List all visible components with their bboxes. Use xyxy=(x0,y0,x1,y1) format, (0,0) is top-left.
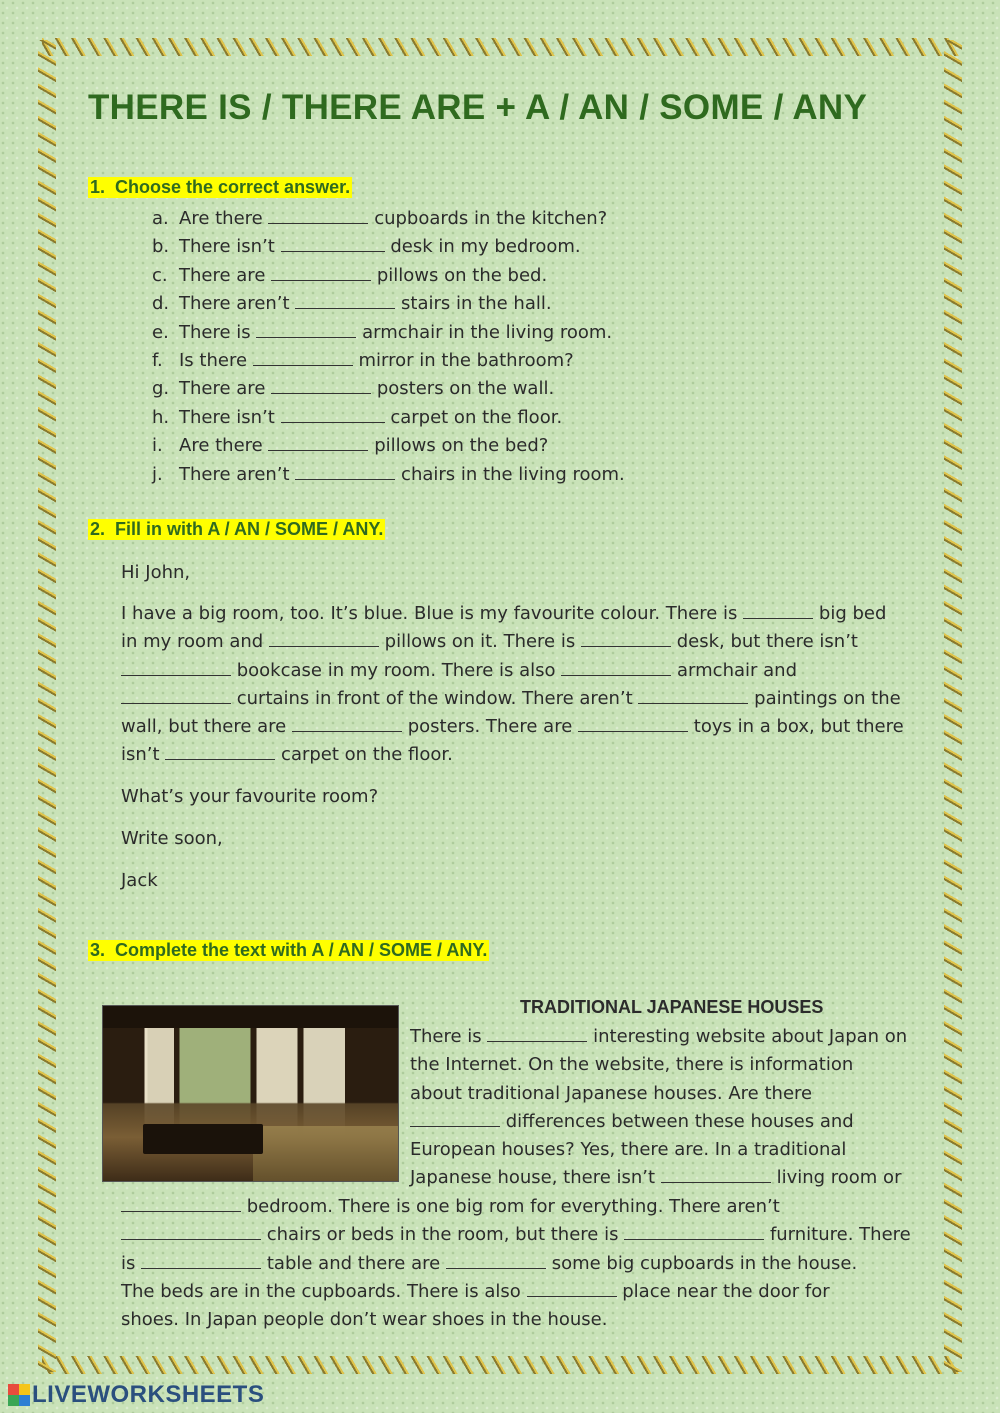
answer-blank[interactable] xyxy=(121,661,231,676)
answer-blank[interactable] xyxy=(410,1112,500,1127)
list-item xyxy=(152,404,625,432)
answer-blank[interactable] xyxy=(121,1225,261,1240)
answer-blank[interactable] xyxy=(292,717,402,732)
answer-blank[interactable] xyxy=(121,1197,241,1212)
item-text-after: armchair in the living room. xyxy=(362,321,613,343)
liveworksheets-logo[interactable] xyxy=(8,1380,264,1410)
answer-blank[interactable] xyxy=(121,689,231,704)
letter-text: pillows on it. There is xyxy=(384,631,576,653)
answer-blank[interactable] xyxy=(271,379,371,394)
answer-blank[interactable] xyxy=(578,717,688,732)
item-text-before: There isn’t xyxy=(179,236,275,258)
passage-text: about traditional Japanese houses. Are there xyxy=(410,1082,813,1104)
answer-blank[interactable] xyxy=(295,465,395,480)
letter-text: carpet on the floor. xyxy=(281,744,453,766)
letter-text: I have a big room, too. It’s blue. Blue is my favourite colour. There is xyxy=(121,603,738,624)
letter-text: curtains in front of the window. There aren’t xyxy=(236,687,633,709)
answer-blank[interactable] xyxy=(269,632,379,647)
list-item xyxy=(152,205,625,233)
pencil-border-bottom xyxy=(42,1356,960,1374)
letter-closing: Write soon, xyxy=(121,828,223,849)
pencil-border-left xyxy=(38,40,56,1372)
japanese-house-photo xyxy=(102,1005,399,1182)
answer-blank[interactable] xyxy=(141,1254,261,1269)
pencil-border-top xyxy=(42,38,960,56)
item-letter: d. xyxy=(152,293,170,315)
worksheet-title: THERE IS / THERE ARE + A / AN / SOME / ANY xyxy=(88,88,868,127)
letter-signature: Jack xyxy=(121,870,158,891)
passage-text: The beds are in the cupboards. There is also xyxy=(121,1280,521,1302)
answer-blank[interactable] xyxy=(661,1168,771,1183)
item-text-before: There are xyxy=(179,264,266,286)
item-letter: i. xyxy=(152,435,163,457)
list-item xyxy=(152,347,625,375)
item-text-after: stairs in the hall. xyxy=(401,293,552,315)
answer-blank[interactable] xyxy=(527,1282,617,1297)
item-letter: f. xyxy=(152,349,163,371)
letter-text: wall, but there are xyxy=(121,716,287,738)
item-text-after: chairs in the living room. xyxy=(401,463,625,485)
answer-blank[interactable] xyxy=(268,209,368,224)
exercise-3-heading-text: Complete the text with A / AN / SOME / ANY. xyxy=(115,940,488,960)
passage-text: There is xyxy=(410,1026,482,1047)
item-letter: a. xyxy=(152,208,169,229)
item-text-before: Are there xyxy=(179,208,263,229)
answer-blank[interactable] xyxy=(281,237,385,252)
item-text-before: There aren’t xyxy=(179,463,290,485)
letter-greeting: Hi John, xyxy=(121,562,191,583)
text-subtitle: TRADITIONAL JAPANESE HOUSES xyxy=(520,997,824,1017)
passage-text: some big cupboards in the house. xyxy=(551,1252,858,1274)
letter-text: big bed xyxy=(818,603,887,624)
item-text-before: There is xyxy=(179,321,251,343)
item-text-before: There aren’t xyxy=(179,293,290,315)
answer-blank[interactable] xyxy=(256,323,356,338)
letter-text: toys in a box, but there xyxy=(693,716,904,738)
answer-blank[interactable] xyxy=(165,745,275,760)
answer-blank[interactable] xyxy=(638,689,748,704)
list-item xyxy=(152,461,625,489)
text-beside-photo xyxy=(410,1023,945,1193)
passage-text: furniture. There xyxy=(769,1224,911,1246)
item-text-after: cupboards in the kitchen? xyxy=(374,208,608,229)
letter-text: bookcase in my room. There is also xyxy=(236,659,556,681)
photo-ceiling-beam xyxy=(103,1006,398,1028)
photo-tatami xyxy=(253,1126,398,1181)
passage-text: place near the door for xyxy=(622,1280,830,1302)
list-item xyxy=(152,432,625,460)
item-text-after: pillows on the bed? xyxy=(374,435,549,457)
item-letter: e. xyxy=(152,321,169,343)
item-text-before: There are xyxy=(179,378,266,400)
passage-text: shoes. In Japan people don’t wear shoes in the house. xyxy=(121,1309,608,1331)
exercise-3-number: 3. xyxy=(90,940,106,960)
list-item xyxy=(152,233,625,261)
liveworksheets-logo-text: LIVEWORKSHEETS xyxy=(32,1381,265,1408)
passage-text: bedroom. There is one big rom for everything. There aren’t xyxy=(246,1196,780,1217)
item-text-before: Are there xyxy=(179,435,263,457)
pencil-border-right xyxy=(944,40,962,1372)
item-letter: j. xyxy=(152,463,163,485)
item-text-after: mirror in the bathroom? xyxy=(358,349,574,371)
passage-text: is xyxy=(121,1252,136,1274)
answer-blank[interactable] xyxy=(743,604,813,619)
answer-blank[interactable] xyxy=(446,1254,546,1269)
item-text-after: desk in my bedroom. xyxy=(390,236,581,258)
exercise-1-heading xyxy=(88,177,352,198)
list-item xyxy=(152,290,625,318)
item-letter: g. xyxy=(152,378,170,400)
passage-text: interesting website about Japan on xyxy=(593,1026,908,1047)
letter-body xyxy=(121,600,941,770)
exercise-2-number: 2. xyxy=(90,519,106,539)
passage-text: European houses? Yes, there are. In a traditional xyxy=(410,1139,847,1161)
item-text-before: There isn’t xyxy=(179,406,275,428)
passage-text: Japanese house, there isn’t xyxy=(410,1167,656,1189)
letter-text: armchair and xyxy=(677,659,798,681)
passage-text: the Internet. On the website, there is information xyxy=(410,1054,854,1076)
exercise-1-list xyxy=(152,205,625,489)
letter-text: paintings on the xyxy=(754,687,901,709)
letter-question: What’s your favourite room? xyxy=(121,786,379,807)
photo-low-table xyxy=(143,1124,263,1154)
item-text-after: pillows on the bed. xyxy=(376,264,548,286)
answer-blank[interactable] xyxy=(271,266,371,281)
answer-blank[interactable] xyxy=(624,1225,764,1240)
item-text-after: posters on the wall. xyxy=(376,378,555,400)
list-item xyxy=(152,262,625,290)
exercise-1-heading-text: Choose the correct answer. xyxy=(115,177,351,197)
letter-text: in my room and xyxy=(121,631,264,653)
exercise-3-heading xyxy=(88,940,489,961)
answer-blank[interactable] xyxy=(581,632,671,647)
answer-blank[interactable] xyxy=(253,351,353,366)
item-text-before: Is there xyxy=(179,349,248,371)
answer-blank[interactable] xyxy=(295,294,395,309)
passage-text: chairs or beds in the room, but there is xyxy=(266,1224,619,1246)
exercise-2-heading xyxy=(88,519,385,540)
letter-text: isn’t xyxy=(121,744,160,766)
passage-text: table and there are xyxy=(266,1252,441,1274)
passage-text: differences between these houses and xyxy=(505,1110,854,1132)
passage-text: living room or xyxy=(776,1167,902,1189)
exercise-2-heading-text: Fill in with A / AN / SOME / ANY. xyxy=(115,519,384,539)
liveworksheets-logo-icon xyxy=(8,1384,30,1406)
answer-blank[interactable] xyxy=(281,408,385,423)
answer-blank[interactable] xyxy=(561,661,671,676)
item-letter: c. xyxy=(152,264,168,286)
list-item xyxy=(152,319,625,347)
text-below-photo xyxy=(121,1193,941,1334)
item-letter: b. xyxy=(152,236,170,258)
item-letter: h. xyxy=(152,406,170,428)
answer-blank[interactable] xyxy=(487,1027,587,1042)
letter-text: posters. There are xyxy=(407,716,573,738)
item-text-after: carpet on the floor. xyxy=(390,406,563,428)
answer-blank[interactable] xyxy=(268,436,368,451)
exercise-1-number: 1. xyxy=(90,177,106,197)
list-item xyxy=(152,375,625,403)
letter-text: desk, but there isn’t xyxy=(676,631,858,653)
